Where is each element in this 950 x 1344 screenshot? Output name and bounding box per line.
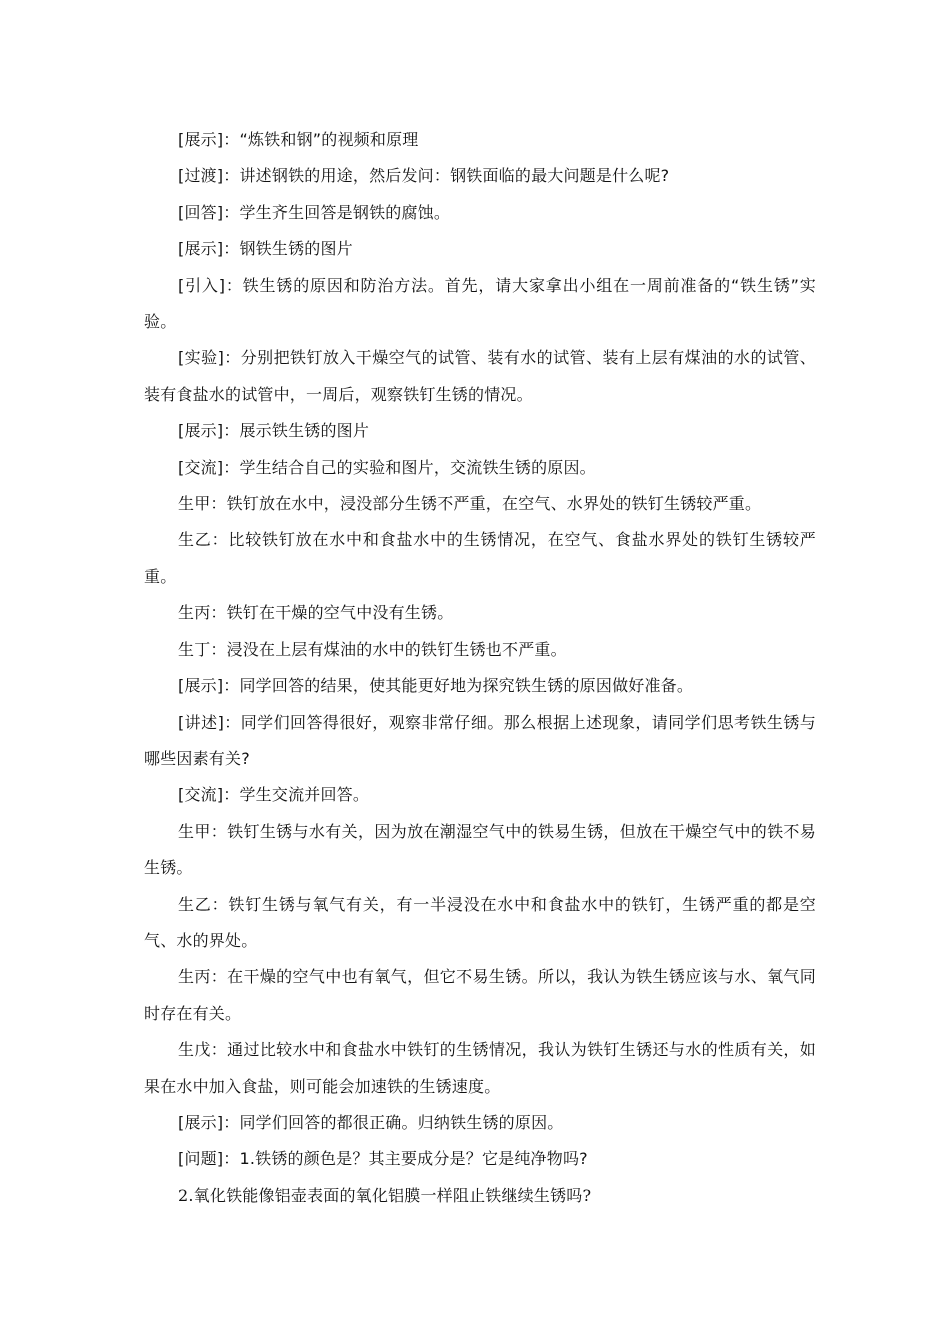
paragraph-experiment: [实验]：分别把铁钉放入干燥空气的试管、装有水的试管、装有上层有煤油的水的试管、装有食盐水的试管中，一周后，观察铁钉生锈的情况。 (144, 348, 816, 404)
paragraph-student-b-oxygen: 生乙：铁钉生锈与氧气有关，有一半浸没在水中和食盐水中的铁钉，生锈严重的都是空气、水的界处。 (144, 894, 816, 950)
paragraph-student-a-water: 生甲：铁钉生锈与水有关，因为放在潮湿空气中的铁易生锈，但放在干燥空气中的铁不易生锈。 (144, 821, 816, 878)
paragraph-transition: [过渡]：讲述钢铁的用途，然后发问：钢铁面临的最大问题是什么呢? (178, 166, 670, 186)
paragraph-question-1: [问题]：1.铁锈的颜色是？其主要成分是？它是纯净物吗? (178, 1149, 588, 1169)
paragraph-show-video: [展示]：“炼铁和钢”的视频和原理 (178, 130, 419, 149)
paragraph-introduction: [引入]：铁生锈的原因和防治方法。首先，请大家拿出小组在一周前准备的“铁生锈”实验。 (144, 275, 816, 332)
paragraph-student-c: 生丙：铁钉在干燥的空气中没有生锈。 (178, 603, 454, 623)
paragraph-show-images: [展示]：展示铁生锈的图片 (178, 421, 370, 441)
document-body (144, 122, 816, 1214)
paragraph-student-b: 生乙：比较铁钉放在水中和食盐水中的生锈情况，在空气、食盐水界处的铁钉生锈较严重。 (144, 530, 816, 586)
paragraph-show-results: [展示]：同学回答的结果，使其能更好地为探究铁生锈的原因做好准备。 (178, 676, 694, 696)
paragraph-student-a: 生甲：铁钉放在水中，浸没部分生锈不严重，在空气、水界处的铁钉生锈较严重。 (178, 494, 762, 514)
paragraph-student-e-salt: 生戊：通过比较水中和食盐水中铁钉的生锈情况，我认为铁钉生锈还与水的性质有关，如果在水中加入食盐，则可能会加速铁的生锈速度。 (144, 1040, 816, 1096)
paragraph-lecture: [讲述]：同学们回答得很好，观察非常仔细。那么根据上述现象，请同学们思考铁生锈与哪些因素有关? (144, 712, 816, 768)
paragraph-question-2: 2.氧化铁能像铝壶表面的氧化铝膜一样阻止铁继续生锈吗? (178, 1185, 592, 1205)
paragraph-exchange: [交流]：学生结合自己的实验和图片，交流铁生锈的原因。 (178, 457, 596, 477)
paragraph-student-c-conclusion: 生丙：在干燥的空气中也有氧气，但它不易生锈。所以，我认为铁生锈应该与水、氧气同时存在有关。 (144, 967, 816, 1023)
paragraph-answer: [回答]：学生齐生回答是钢铁的腐蚀。 (178, 202, 451, 222)
paragraph-student-d: 生丁：浸没在上层有煤油的水中的铁钉生锈也不严重。 (178, 639, 567, 659)
paragraph-exchange-answer: [交流]：学生交流并回答。 (178, 785, 370, 805)
paragraph-show-rust-image: [展示]：钢铁生锈的图片 (178, 239, 353, 259)
paragraph-summary: [展示]：同学们回答的都很正确。归纳铁生锈的原因。 (178, 1112, 564, 1132)
